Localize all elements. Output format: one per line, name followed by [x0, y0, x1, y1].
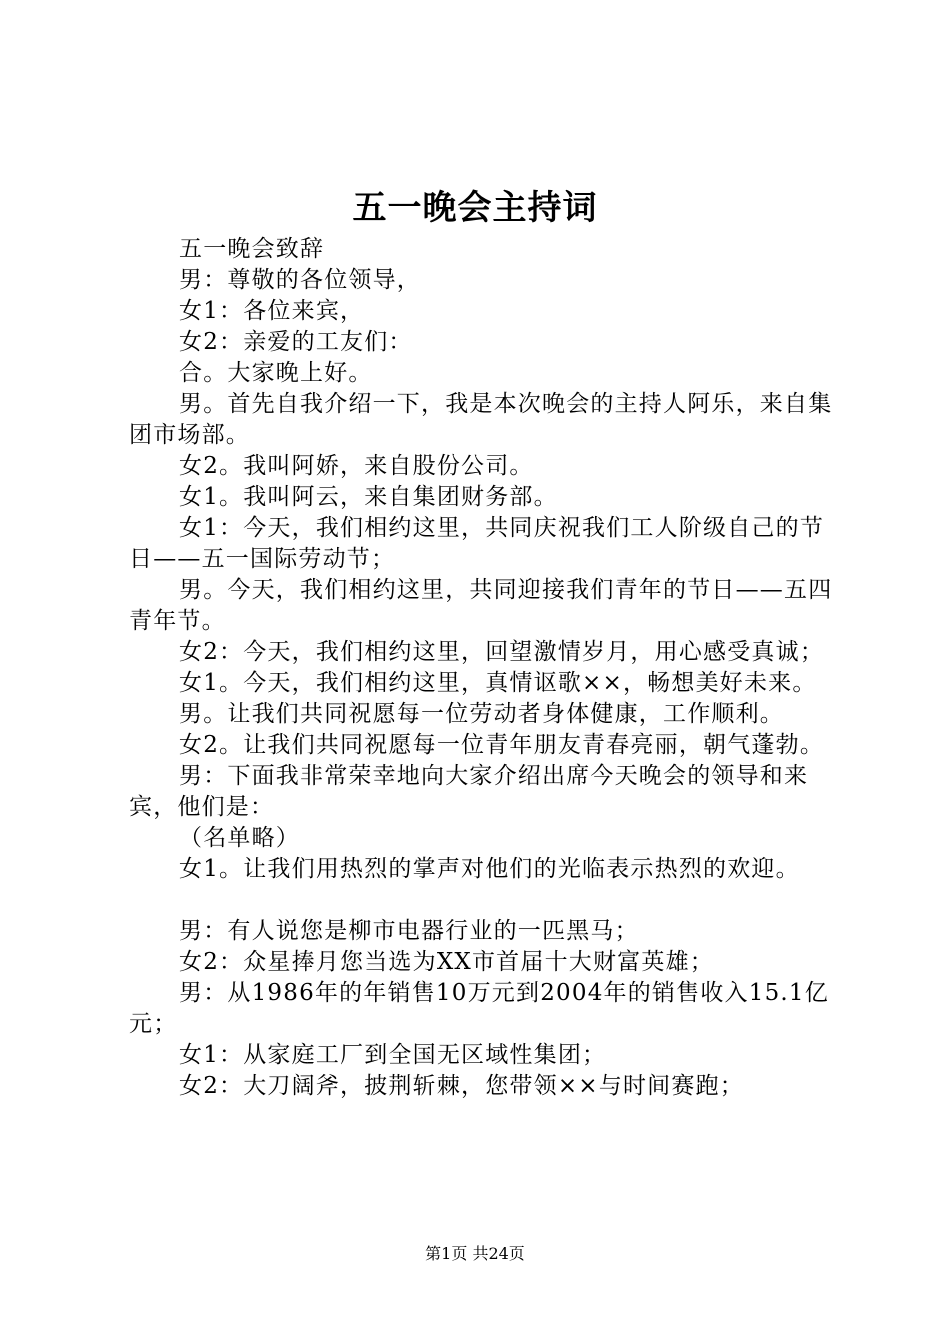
paragraph: 女2。我叫阿娇，来自股份公司。	[179, 453, 534, 479]
paragraph: 五一晚会致辞	[179, 236, 325, 262]
paragraph: 女2：亲爱的工友们：	[179, 329, 413, 355]
paragraph: 男：有人说您是柳市电器行业的一匹黑马；	[179, 918, 639, 944]
paragraph: 女1。让我们用热烈的掌声对他们的光临表示热烈的欢迎。	[179, 856, 800, 882]
paragraph: 男。今天，我们相约这里，共同迎接我们青年的节日——五四青年节。	[129, 577, 833, 634]
paragraph: 男。让我们共同祝愿每一位劳动者身体健康，工作顺利。	[179, 701, 784, 727]
paragraph: 合。大家晚上好。	[179, 360, 373, 386]
paragraph: 男：下面我非常荣幸地向大家介绍出席今天晚会的领导和来宾，他们是：	[129, 763, 809, 820]
paragraph: 女2。让我们共同祝愿每一位青年朋友青春亮丽，朝气蓬勃。	[179, 732, 825, 758]
paragraph: 男：从1986年的年销售10万元到2004年的销售收入15.1亿元；	[129, 980, 829, 1037]
paragraph: （名单略）	[179, 825, 300, 851]
paragraph: 女1：今天，我们相约这里，共同庆祝我们工人阶级自己的节日——五一国际劳动节；	[129, 515, 825, 572]
document-title: 五一晚会主持词	[352, 188, 598, 228]
paragraph: 女1。今天，我们相约这里，真情讴歌××，畅想美好未来。	[179, 670, 817, 696]
paragraph: 女1：各位来宾，	[179, 298, 365, 324]
paragraph: 男。首先自我介绍一下，我是本次晚会的主持人阿乐，来自集团市场部。	[129, 391, 833, 448]
paragraph: 男：尊敬的各位领导，	[179, 267, 421, 293]
blank-line	[129, 885, 841, 916]
paragraph: 女2：众星捧月您当选为XX市首届十大财富英雄；	[179, 949, 714, 975]
paragraph: 女2：大刀阔斧，披荆斩棘，您带领××与时间赛跑；	[179, 1073, 744, 1099]
paragraph: 女2：今天，我们相约这里，回望激情岁月，用心感受真诚；	[179, 639, 825, 665]
paragraph: 女1：从家庭工厂到全国无区域性集团；	[179, 1042, 607, 1068]
paragraph: 女1。我叫阿云，来自集团财务部。	[179, 484, 558, 510]
document-body	[129, 234, 841, 1102]
page-footer: 第1页 共24页	[425, 1244, 525, 1263]
